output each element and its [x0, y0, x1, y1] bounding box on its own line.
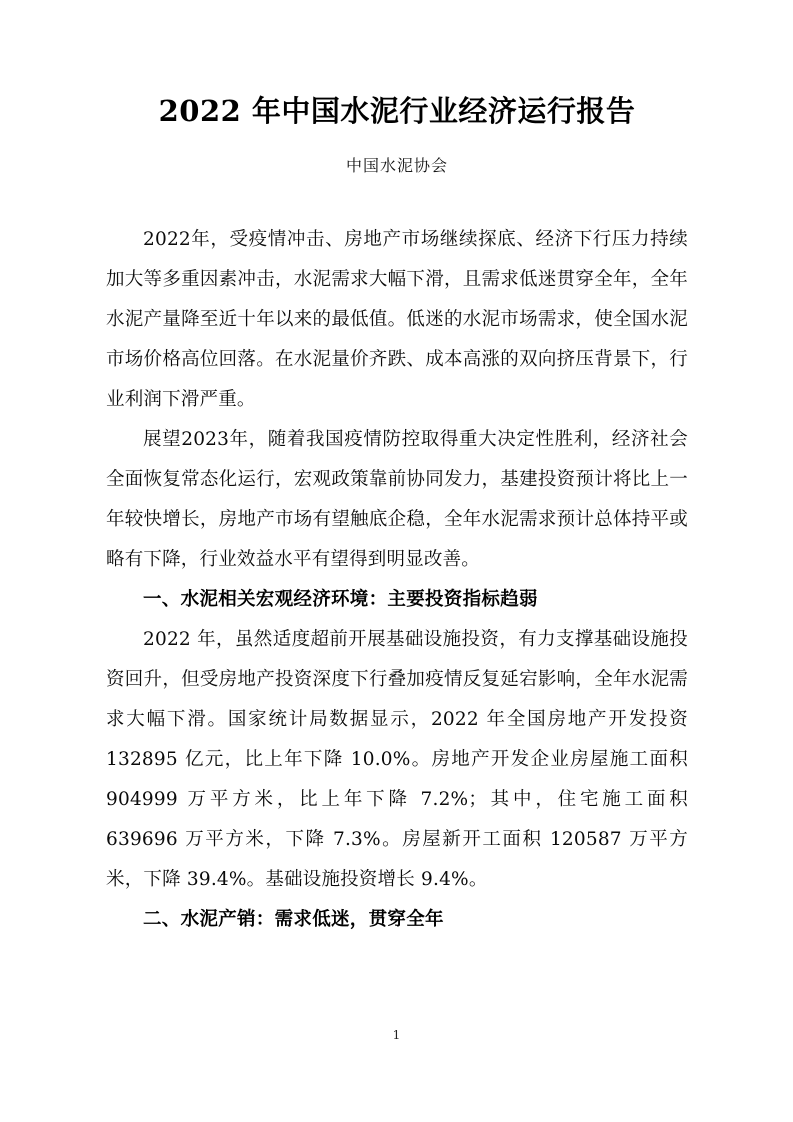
summary-paragraph-2: 展望2023年，随着我国疫情防控取得重大决定性胜利，经济社会全面恢复常态化运行，宏观政策靠前协同发力，基建投资预计将比上一年较快增长，房地产市场有望触底企稳，全年水泥需求预计总体持平或略有下降，行业效益水平有望得到明显改善。: [106, 429, 688, 570]
section-heading-1: 一、水泥相关宏观经济环境：主要投资指标趋弱: [143, 589, 538, 610]
summary-paragraph-1: 2022年，受疫情冲击、房地产市场继续探底、经济下行压力持续加大等多重因素冲击，水泥需求大幅下滑，且需求低迷贯穿全年，全年水泥产量降至近十年以来的最低值。低迷的水泥市场需求，使全国水泥市场价格高位回落。在水泥量价齐跌、成本高涨的双向挤压背景下，行业利润下滑严重。: [106, 229, 688, 410]
section-1-paragraph-1: 2022 年，虽然适度超前开展基础设施投资，有力支撑基础设施投资回升，但受房地产投资深度下行叠加疫情反复延宕影响，全年水泥需求大幅下滑。国家统计局数据显示，2022 年全国房地产开发投资 132895 亿元，比上年下降 10.0%。房地产开发企业房屋施工面积 904999 万平方米，比上年下降 7.2%；其中，住宅施工面积 639696 万平方米，下降 7.3%。房屋新开工面积 120587 万平方米，下降 39.4%。基础设施投资增长 9.4%。: [106, 629, 688, 890]
section-heading-2: 二、水泥产销：需求低迷，贯穿全年: [143, 909, 444, 930]
document-author: 中国水泥协会: [345, 156, 448, 175]
page-number: 1: [392, 1028, 401, 1042]
page-title: 2022 年中国水泥行业经济运行报告: [158, 94, 636, 128]
document-content: [106, 0, 688, 940]
